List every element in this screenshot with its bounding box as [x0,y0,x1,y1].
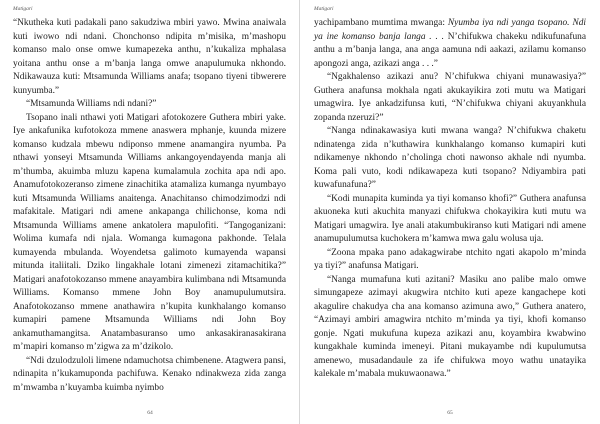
paragraph: “Ndi dzulodzuloli limene ndamuchotsa chimbenene. Atagwera pansi, ndinapita n’kukamuponda pachifuwa. Kenako ndinakweza zida zanga m’mwamba n’kuyamba kuimba nyimbo [13,355,286,393]
right-page [300,0,600,424]
paragraph: “Zoona mpaka pano adakagwirabe ntchito ngati akapolo m’minda ya tiyi?” anafunsa Matigari. [314,247,586,272]
paragraph: “Ngakhalenso azikazi anu? N’chifukwa chiyani munawasiya?” Guthera anafunsa mokhala ngati akukayikira zoti mutu wa Matigari umagwira. Iye ankadzifunsa kuti, “N’chifukwa chiyani akuyankhula zopanda nzeruzi?” [314,72,586,123]
right-page-body [314,17,586,382]
left-page-body [13,17,286,395]
running-head-right: Matigari [314,6,334,12]
page-number-right: 65 [447,410,453,416]
paragraph: “Nanga ndinakawasiya kuti mwana wanga? N’chifukwa chaketu ndinatenga zida n’kuthawira kunkhalango komanso kumapiri kuti ndikamenye nkhondo n’cholinga choti nawonso akhale ndi nyumba. Koma pali vuto, kodi ndikawapeza kuti tsopano? Ndiyambira pati kuwafunafuna?” [314,126,586,191]
paragraph: “Mtsamunda Williams ndi ndani?” [26,99,157,110]
running-head-left: Matigari [13,6,33,12]
page-number-left: 64 [147,410,153,416]
paragraph: “Nkutheka kuti padakali pano sakudziwa mbiri yawo. Mwina anaiwala kuti iwowo ndi ndani. Chonchonso ndipita m’misika, m’mashopu komanso malo onse omwe kumapezeka anthu, n’kukaliza mphalasa yoitana anthu onse a m’banja langa omwe anapulumuka nkhondo. Ndikawauza kuti: Mtsamunda Williams anafa; tsopano tiyeni tibwerere kunyumba.” [13,18,286,96]
paragraph [314,17,586,71]
paragraph: “Kodi munapita kuminda ya tiyi komanso khofi?” Guthera anafunsa akuoneka kuti akuchita manyazi chifukwa chokayikira kuti mutu wa Matigari umagwira. Iye anali atakumbukiranso kuti Matigari ndi amene anamupulumutsa kuchokera m’kamwa mwa galu wolusa uja. [314,193,586,245]
paragraph: Tsopano inali nthawi yoti Matigari afotokozere Guthera mbiri yake. Iye ankafunika kufotokoza mmene anaswera mphanje, kuunda mizere komanso kudzala mbewu ndiponso mmene anamangira nyumba. Pa nthawi yonseyi Mtsamunda Williams ankangoyendayenda manja ali m’thumba, akuimba mluzu kapena kumalamula zochita apa ndi apo. Anamufotokozeranso zimene zinachitika atamaliza kumanga nyumbayo kuti Mtsamunda Williams anaitenga. Anachitanso chimodzimodzi ndi mafakitale. Matigari ndi amene ankapanga chilichonse, koma ndi Mtsamunda Williams amene ankatolera mapulofiti. “Tangoganizani: Wolima kumafa ndi njala. Womanga kumagona pakhonde. Telala kumayenda mbulanda. Woyendetsa galimoto kumayenda wapansi mitunda italiitali. Dziko lingakhale lotani zimenezi zitamachitika?” Matigari anafotokozanso mmene anayambira kulimbana ndi Mtsamunda Williams. Komanso mmene John Boy anamupulumutsira. Anafotokozanso mmene anathawira n’kupita kunkhalango komanso kumapiri pamene Mtsamunda Williams ndi John Boy ankamuthamangitsa. Anatambasuranso umo ankasakiranasakirana m’mapiri komanso m’zigwa za m’dzikolo. [13,112,286,353]
paragraph-tail: N’chifukwa chakeku ndikufunafuna anthu a m’banja langa, ana anga aamuna ndi aakazi, azilamu komanso apongozi anga, azikazi anga . . .” [314,31,586,69]
song-lyric: Nyumba iya ndi yanga tsopano. Ndi ya ine komanso banja langa . . . [314,18,587,42]
paragraph-lead: yachipambano mumtima mwanga: [314,18,448,28]
paragraph: “Nanga mumafuna kuti azitani? Masiku ano palibe malo omwe simungapeze azimayi akugwira ntchito kuti apeze kangachepe koti akagulire chakudya cha ana komanso azimuna awo,” Guthera anatero, “Azimayi ambiri amagwira ntchito m’minda ya tiyi, khofi komanso gonje. Ngati mukufuna kupeza azikazi anu, koyambira kwabwino kungakhale kuminda imeneyi. Pitani mukayambe ndi kupulumutsa amenewo, musadandaule za ife chifukwa moyo wathu unatayika kalekale m’mabala mukuwaonawa.” [314,274,586,380]
